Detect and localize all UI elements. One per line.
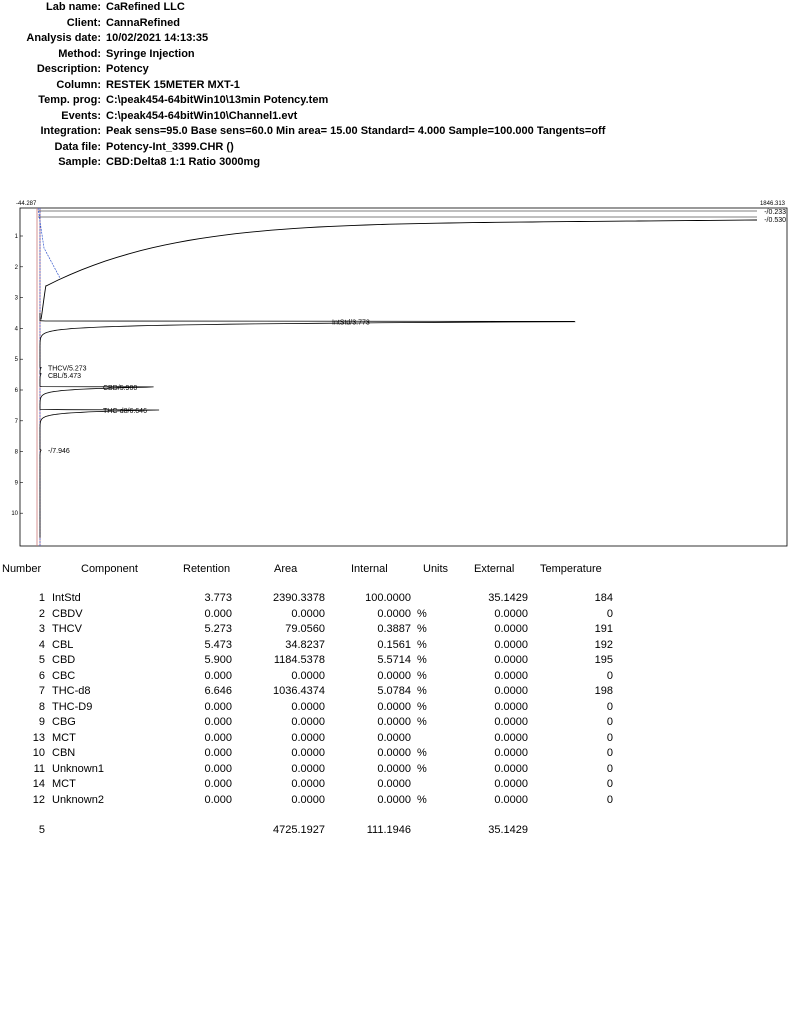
cell-retention: 0.000 bbox=[204, 747, 232, 759]
cell-component: MCT bbox=[52, 778, 76, 790]
header-value: Peak sens=95.0 Base sens=60.0 Min area= 15.00 Standard= 4.000 Sample=100.000 Tangents=off bbox=[106, 125, 606, 137]
y-tick-label: 2 bbox=[14, 264, 18, 271]
cell-area: 1036.4374 bbox=[273, 685, 325, 697]
cell-area: 0.0000 bbox=[291, 762, 325, 775]
signal-trace bbox=[40, 313, 575, 538]
peak-label: -/0.233 bbox=[764, 209, 786, 216]
cell-internal: 0.0000 bbox=[377, 778, 411, 790]
header-label: Description: bbox=[36, 63, 101, 75]
cell-number: 5 bbox=[38, 654, 45, 666]
cell-area: 0.0000 bbox=[291, 731, 325, 744]
y-tick-label: 1 bbox=[14, 234, 18, 240]
cell-units: % bbox=[417, 762, 427, 775]
cell-area: 34.8237 bbox=[285, 638, 325, 651]
cell-units: % bbox=[417, 607, 427, 620]
header-row bbox=[0, 155, 792, 170]
cell-external: 0.0000 bbox=[494, 685, 528, 697]
plot-frame bbox=[20, 208, 787, 546]
header-value: CannaRefined bbox=[106, 16, 180, 29]
cell-internal: 0.0000 bbox=[377, 607, 411, 620]
y-tick-label: 3 bbox=[14, 295, 18, 302]
cell-internal: 0.0000 bbox=[377, 747, 411, 759]
y-tick-label: 9 bbox=[14, 480, 18, 487]
cell-number: 11 bbox=[33, 762, 45, 775]
header-row bbox=[0, 140, 792, 155]
cell-area: 79.0560 bbox=[285, 623, 325, 635]
header-row bbox=[0, 16, 792, 31]
column-header: Internal bbox=[351, 563, 388, 575]
cell-external: 0.0000 bbox=[494, 700, 528, 713]
cell-number: 1 bbox=[38, 592, 45, 604]
header-value: C:\peak454-64bitWin10\13min Potency.tem bbox=[106, 94, 329, 106]
cell-retention: 0.000 bbox=[204, 793, 232, 806]
column-header: Units bbox=[423, 563, 449, 575]
cell-external: 0.0000 bbox=[494, 623, 528, 635]
header-row bbox=[0, 93, 792, 108]
cell-number: 2 bbox=[38, 607, 45, 620]
cell-number: 4 bbox=[38, 638, 45, 651]
cell-component: THC-D9 bbox=[52, 700, 93, 713]
header-row bbox=[0, 78, 792, 93]
header-row bbox=[0, 124, 792, 139]
cell-internal: 0.0000 bbox=[377, 700, 411, 713]
cell-component: CBDV bbox=[52, 607, 83, 620]
header-label: Lab name: bbox=[45, 1, 101, 13]
cell-external: 0.0000 bbox=[494, 731, 528, 744]
cell-number: 9 bbox=[38, 716, 45, 728]
cell-number: 3 bbox=[38, 623, 45, 635]
cell-temperature: 0 bbox=[606, 607, 613, 620]
cell-units: % bbox=[417, 623, 427, 635]
cell-internal: 0.0000 bbox=[377, 762, 411, 775]
cell-number: 7 bbox=[38, 685, 45, 697]
header-value: 10/02/2021 14:13:35 bbox=[106, 32, 209, 44]
cell-units: % bbox=[417, 793, 427, 806]
column-header: Component bbox=[81, 563, 138, 575]
cell-retention: 0.000 bbox=[204, 700, 232, 713]
column-header: Number bbox=[2, 563, 42, 575]
header-value: Potency-Int_3399.CHR () bbox=[106, 140, 234, 153]
header-label: Method: bbox=[58, 47, 101, 60]
total-internal: 111.1946 bbox=[366, 824, 411, 836]
cell-retention: 0.000 bbox=[204, 716, 232, 728]
cell-area: 0.0000 bbox=[291, 747, 325, 759]
cell-area: 0.0000 bbox=[291, 700, 325, 713]
cell-temperature: 0 bbox=[606, 669, 613, 682]
cell-external: 35.1429 bbox=[488, 592, 528, 604]
cell-number: 6 bbox=[38, 669, 45, 682]
cell-temperature: 0 bbox=[606, 778, 613, 790]
cell-retention: 3.773 bbox=[204, 592, 232, 604]
y-tick-label: 8 bbox=[14, 449, 18, 456]
cell-number: 10 bbox=[32, 747, 45, 759]
cell-units: % bbox=[417, 654, 427, 666]
cell-component: CBN bbox=[52, 747, 76, 759]
header-label: Integration: bbox=[40, 125, 101, 137]
cell-number: 14 bbox=[32, 778, 45, 790]
header-label: Client: bbox=[66, 16, 101, 29]
cell-internal: 0.0000 bbox=[377, 669, 411, 682]
peak-label: CBD/5.900 bbox=[103, 384, 138, 392]
cell-component: MCT bbox=[52, 731, 76, 744]
cell-retention: 0.000 bbox=[204, 778, 232, 790]
header-label: Sample: bbox=[58, 156, 101, 168]
cell-retention: 6.646 bbox=[204, 685, 232, 697]
cell-area: 0.0000 bbox=[291, 793, 325, 806]
cell-external: 0.0000 bbox=[494, 607, 528, 620]
cell-temperature: 0 bbox=[606, 793, 613, 806]
total-number: 5 bbox=[38, 824, 45, 836]
cell-internal: 0.1561 bbox=[377, 638, 411, 651]
total-external: 35.1429 bbox=[488, 824, 528, 836]
x-min-label: -44.287 bbox=[16, 201, 37, 207]
peak-label: IntStd/3.773 bbox=[332, 319, 370, 327]
cell-component: THC-d8 bbox=[52, 685, 91, 697]
cell-temperature: 192 bbox=[594, 638, 613, 651]
peak-label: CBL/5.473 bbox=[48, 372, 82, 380]
cell-retention: 5.273 bbox=[204, 623, 232, 635]
header-value: CBD:Delta8 1:1 Ratio 3000mg bbox=[106, 156, 261, 168]
cell-external: 0.0000 bbox=[494, 793, 528, 806]
cell-external: 0.0000 bbox=[494, 638, 528, 651]
cell-internal: 0.3887 bbox=[377, 623, 411, 635]
column-header: Retention bbox=[183, 563, 231, 575]
peak-label: THC-d8/6.646 bbox=[103, 407, 147, 415]
cell-retention: 0.000 bbox=[204, 762, 232, 775]
cell-area: 0.0000 bbox=[291, 716, 325, 728]
header-row bbox=[0, 47, 792, 62]
cell-internal: 5.5714 bbox=[377, 654, 411, 666]
cell-temperature: 198 bbox=[594, 685, 613, 697]
cell-retention: 5.900 bbox=[204, 654, 232, 666]
cell-units: % bbox=[417, 716, 427, 728]
cell-temperature: 0 bbox=[606, 731, 613, 744]
cell-component: CBC bbox=[52, 669, 76, 682]
peak-label: -/0.530 bbox=[764, 217, 786, 224]
cell-units: % bbox=[417, 685, 427, 697]
header-row bbox=[0, 0, 792, 15]
cell-internal: 100.0000 bbox=[365, 592, 411, 604]
column-header: Temperature bbox=[540, 563, 602, 575]
header-value: Syringe Injection bbox=[106, 47, 195, 60]
total-area: 4725.1927 bbox=[273, 824, 325, 836]
solvent-tail-trace bbox=[41, 220, 757, 319]
cell-area: 2390.3378 bbox=[273, 592, 325, 604]
header-row bbox=[0, 31, 792, 46]
header-row bbox=[0, 62, 792, 77]
cell-internal: 0.0000 bbox=[377, 731, 411, 744]
header-label: Temp. prog: bbox=[38, 94, 101, 106]
cell-external: 0.0000 bbox=[494, 654, 528, 666]
header-label: Events: bbox=[61, 109, 101, 122]
chromatogram bbox=[0, 195, 792, 550]
cell-units: % bbox=[417, 638, 427, 651]
y-tick-label: 10 bbox=[11, 511, 18, 518]
cell-temperature: 195 bbox=[594, 654, 613, 666]
cell-external: 0.0000 bbox=[494, 762, 528, 775]
cell-retention: 5.473 bbox=[204, 638, 232, 651]
cell-number: 12 bbox=[32, 793, 45, 806]
header-row bbox=[0, 109, 792, 124]
cell-component: CBD bbox=[52, 654, 76, 666]
y-tick-label: 7 bbox=[14, 418, 18, 425]
header-value: C:\peak454-64bitWin10\Channel1.evt bbox=[106, 109, 298, 122]
cell-component: THCV bbox=[52, 623, 82, 635]
y-tick-label: 5 bbox=[14, 357, 18, 364]
cell-internal: 0.0000 bbox=[377, 716, 411, 728]
cell-internal: 0.0000 bbox=[377, 793, 411, 806]
y-tick-label: 4 bbox=[14, 326, 18, 333]
cell-number: 13 bbox=[32, 731, 45, 744]
cell-internal: 5.0784 bbox=[377, 685, 411, 697]
cell-external: 0.0000 bbox=[494, 669, 528, 682]
cell-component: IntStd bbox=[52, 592, 81, 604]
header-value: Potency bbox=[106, 63, 149, 75]
y-tick-label: 6 bbox=[14, 388, 18, 394]
cell-units: % bbox=[417, 700, 427, 713]
cell-area: 0.0000 bbox=[291, 607, 325, 620]
header-label: Data file: bbox=[54, 140, 101, 153]
x-max-label: 1846.313 bbox=[759, 201, 785, 207]
cell-units: % bbox=[417, 747, 427, 759]
cell-external: 0.0000 bbox=[494, 778, 528, 790]
column-header: Area bbox=[274, 563, 298, 575]
cell-external: 0.0000 bbox=[494, 747, 528, 759]
cell-retention: 0.000 bbox=[204, 669, 232, 682]
cell-temperature: 0 bbox=[606, 747, 613, 759]
header-label: Column: bbox=[56, 78, 101, 91]
cell-external: 0.0000 bbox=[494, 716, 528, 728]
cell-component: Unknown1 bbox=[52, 762, 104, 775]
cell-temperature: 191 bbox=[594, 623, 613, 635]
column-header: External bbox=[474, 563, 515, 575]
header-label: Analysis date: bbox=[26, 32, 101, 44]
peak-label: -/7.946 bbox=[48, 447, 70, 455]
cell-retention: 0.000 bbox=[204, 607, 232, 620]
header-value: RESTEK 15METER MXT-1 bbox=[106, 78, 240, 91]
cell-number: 8 bbox=[38, 700, 45, 713]
header-value: CaRefined LLC bbox=[106, 1, 185, 13]
peak-label: THCV/5.273 bbox=[48, 365, 87, 373]
cell-units: % bbox=[417, 669, 427, 682]
cell-component: CBL bbox=[52, 638, 74, 651]
cell-temperature: 184 bbox=[594, 592, 613, 604]
cell-area: 0.0000 bbox=[291, 669, 325, 682]
cell-area: 0.0000 bbox=[291, 778, 325, 790]
cell-temperature: 0 bbox=[606, 700, 613, 713]
cell-retention: 0.000 bbox=[204, 731, 232, 744]
cell-temperature: 0 bbox=[606, 716, 613, 728]
cell-area: 1184.5378 bbox=[273, 654, 325, 666]
cell-component: Unknown2 bbox=[52, 793, 104, 806]
cell-temperature: 0 bbox=[606, 762, 613, 775]
cell-component: CBG bbox=[52, 716, 76, 728]
